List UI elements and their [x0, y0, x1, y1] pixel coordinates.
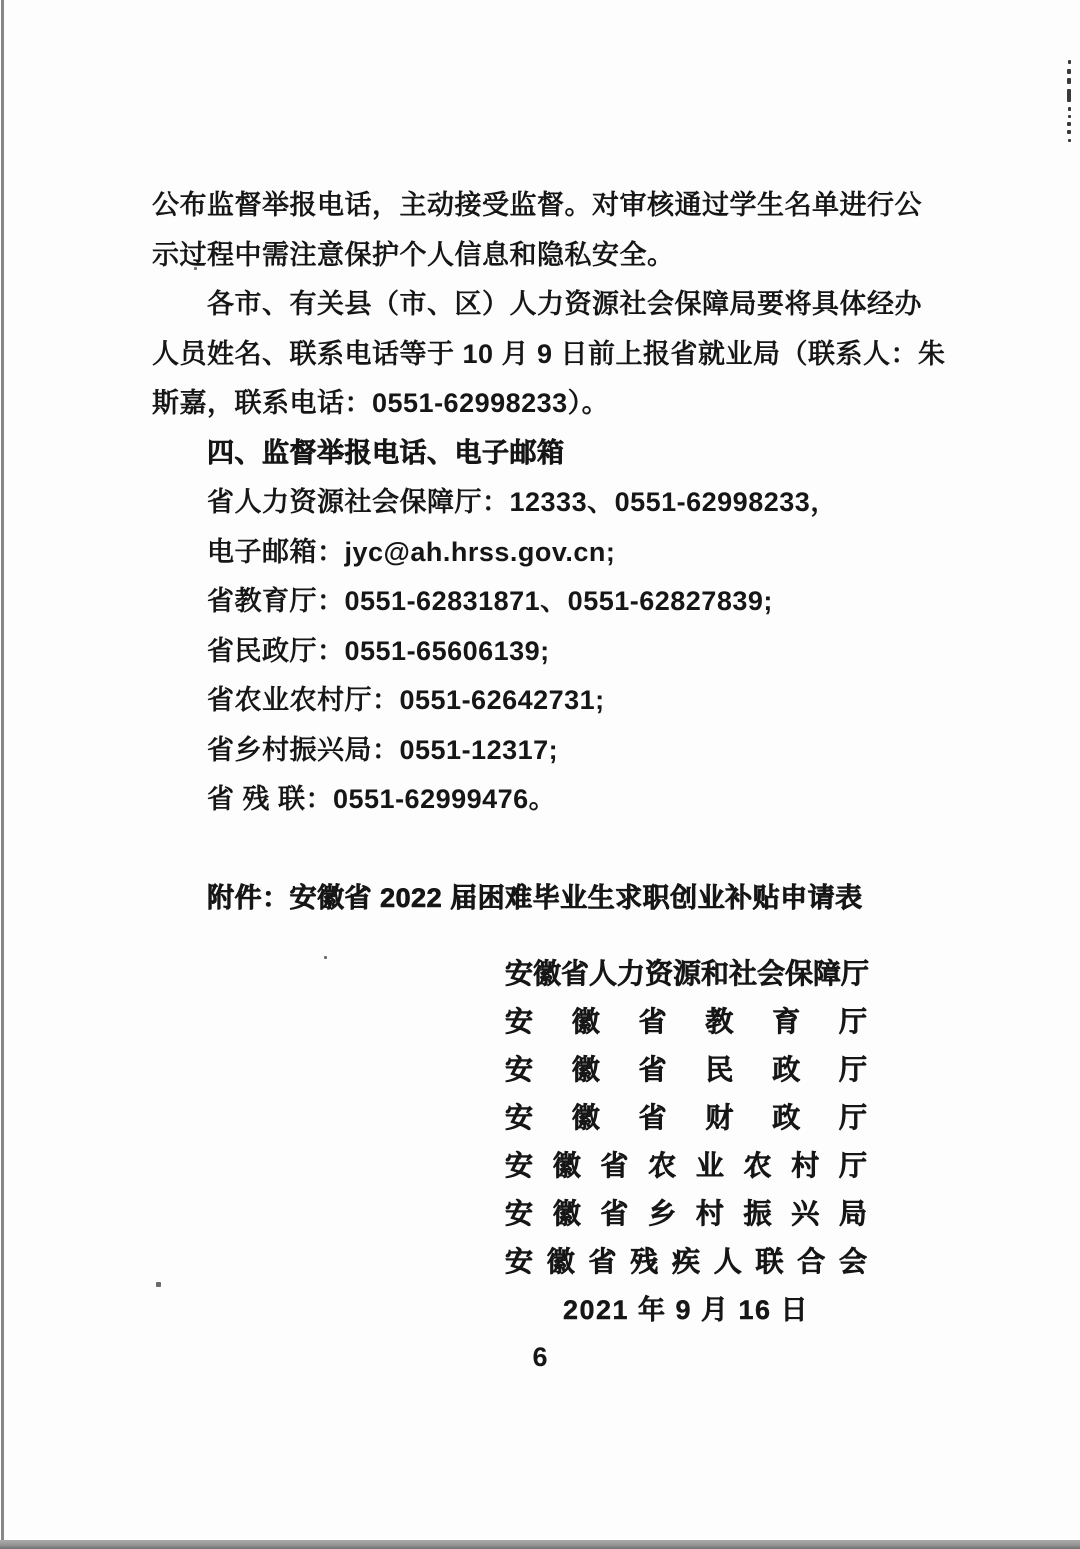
page-number: 6 — [532, 1342, 548, 1372]
scan-artifact-dots — [1066, 60, 1072, 142]
contact-line: 省民政厅：0551-65606139; — [207, 635, 550, 666]
contact-line: 省农业农村厅：0551-62642731; — [207, 685, 605, 715]
body-line: 示过程中需注意保护个人信息和隐私安全。 — [152, 239, 675, 270]
signature-block — [505, 950, 870, 1334]
body-line: 公布监督举报电话，主动接受监督。对审核通过学生名单进行公 — [152, 190, 922, 220]
contact-line: 省人力资源社会保障厅：12333、0551-62998233， — [207, 487, 838, 517]
contact-line: 省乡村振兴局：0551-12317; — [207, 734, 559, 765]
scan-speck — [324, 956, 327, 959]
signature-line: 安 徽 省 教 育 厅 — [505, 1006, 867, 1037]
scan-edge-line — [1, 0, 4, 1549]
signature-line: 安 徽 省 民 政 厅 — [505, 1054, 867, 1085]
signature-line: 安徽省人力资源和社会保障厅 — [505, 958, 870, 989]
contact-line: 省教育厅：0551-62831871、0551-62827839; — [207, 586, 773, 616]
blank-line — [152, 825, 940, 875]
contact-line: 电子邮箱：jyc@ah.hrss.gov.cn; — [207, 536, 616, 567]
scan-bottom-edge — [0, 1540, 1080, 1549]
body-line: 斯嘉，联系电话：0551-62998233）。 — [152, 388, 610, 418]
document-body — [152, 181, 946, 924]
signature-line: 安 徽 省 农 业 农 村 厅 — [505, 1150, 867, 1181]
contact-line: 省 残 联：0551-62999476。 — [207, 784, 557, 814]
scan-speck — [156, 1282, 161, 1287]
body-line: 各市、有关县（市、区）人力资源社会保障局要将具体经办 — [207, 289, 922, 319]
signature-line: 安 徽 省 残 疾 人 联 合 会 — [505, 1246, 867, 1277]
signature-line: 安 徽 省 财 政 厅 — [505, 1102, 867, 1133]
attachment-line: 附件：安徽省 2022 届困难毕业生求职创业补贴申请表 — [207, 883, 863, 913]
body-line: 人员姓名、联系电话等于 10 月 9 日前上报省就业局（联系人：朱 — [152, 338, 946, 369]
document-date: 2021 年 9 月 16 日 — [562, 1295, 810, 1325]
section-heading: 四、监督举报电话、电子邮箱 — [207, 437, 565, 468]
signature-line: 安 徽 省 乡 村 振 兴 局 — [505, 1198, 867, 1229]
